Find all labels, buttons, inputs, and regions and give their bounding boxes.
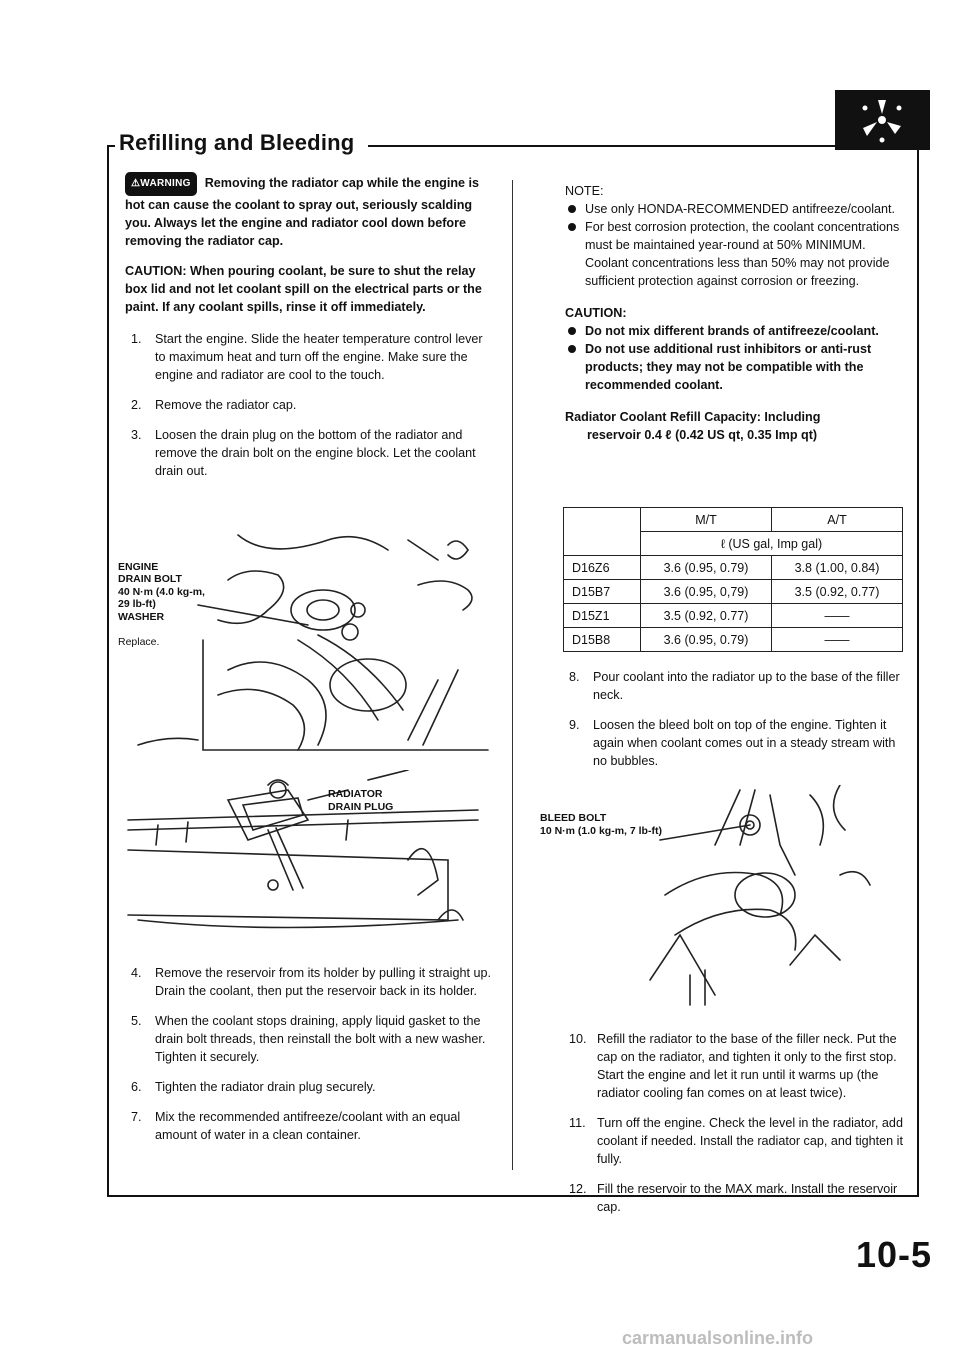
caution-item: Do not mix different brands of antifreeze/coolant. (565, 322, 905, 340)
table-corner (564, 508, 641, 556)
step-5 (125, 1012, 491, 1066)
at-cell: —— (772, 628, 903, 652)
step-number: 4. (131, 966, 142, 980)
callout-engine-drain-bolt (118, 548, 205, 648)
right-column-steps (563, 668, 905, 782)
step-10 (563, 1030, 905, 1102)
step-number: 12. (569, 1182, 587, 1196)
model-cell: D16Z6 (564, 556, 641, 580)
page-title: Refilling and Bleeding (119, 130, 355, 155)
table-row (564, 580, 903, 604)
step-9 (563, 716, 905, 770)
model-cell: D15Z1 (564, 604, 641, 628)
capacity-heading-reservoir: reservoir 0.4 ℓ (0.42 US qt, 0.35 Imp qt) (587, 428, 818, 442)
caution-paragraph: CAUTION: When pouring coolant, be sure to shut the relay box lid and not let coolant spill on the electrical parts or the paint. If any coolant spills, rinse it off immediately. (125, 264, 482, 314)
mt-cell: 3.6 (0.95, 0.79) (641, 556, 772, 580)
warning-badge: ⚠WARNING (125, 172, 197, 196)
note-item: For best corrosion protection, the coolant concentrations must be maintained year-round at 50% MINIMUM. Coolant concentrations less than 50% may not provide sufficient protection against corrosion or freezing. (565, 218, 905, 290)
callout-bleed-bolt: BLEED BOLT 10 N·m (1.0 kg-m, 7 lb-ft) (540, 812, 662, 837)
callout-note: Replace. (118, 635, 160, 648)
warning-text: Removing the radiator cap while the engine is hot can cause the coolant to spray out, seriously scalding you. Always let the engine and radiator cool down before removing the radiator cap. (125, 176, 480, 248)
step-text: Fill the reservoir to the MAX mark. Install the reservoir cap. (597, 1182, 898, 1214)
column-header-mt: M/T (641, 508, 772, 532)
step-text: Remove the radiator cap. (155, 398, 297, 412)
step-number: 1. (131, 332, 142, 346)
at-cell: 3.5 (0.92, 0.77) (772, 580, 903, 604)
step-number: 7. (131, 1110, 142, 1124)
mt-cell: 3.6 (0.95, 0,79) (641, 580, 772, 604)
right-column-bottom (563, 1030, 905, 1228)
caution-item: Do not use additional rust inhibitors or anti-rust products; they may not be compatible with the recommended coolant. (565, 340, 905, 394)
step-number: 10. (569, 1032, 587, 1046)
at-cell: —— (772, 604, 903, 628)
step-3 (125, 426, 491, 480)
figure-bleed-bolt (540, 785, 910, 1010)
step-number: 8. (569, 670, 580, 684)
step-8 (563, 668, 905, 704)
table-row (564, 556, 903, 580)
step-number: 5. (131, 1014, 142, 1028)
column-divider (512, 180, 513, 1170)
step-text: Pour coolant into the radiator up to the base of the filler neck. (593, 670, 900, 702)
step-6 (125, 1078, 491, 1096)
step-number: 11. (569, 1116, 586, 1130)
step-number: 3. (131, 428, 142, 442)
note-item: Use only HONDA-RECOMMENDED antifreeze/coolant. (565, 200, 905, 218)
step-7 (125, 1108, 491, 1144)
step-text: Start the engine. Slide the heater temperature control lever to maximum heat and turn off the engine. Make sure the engine and radiator are cool to the touch. (155, 332, 483, 382)
model-cell: D15B8 (564, 628, 641, 652)
callout-radiator-drain-plug: RADIATOR DRAIN PLUG (328, 788, 394, 813)
table-header-row (564, 508, 903, 532)
table-row (564, 604, 903, 628)
step-text: Loosen the drain plug on the bottom of the radiator and remove the drain bolt on the engine block. Let the coolant drain out. (155, 428, 476, 478)
note-heading: NOTE: (565, 184, 604, 198)
unit-label: ℓ (US gal, Imp gal) (641, 532, 903, 556)
figure-engine-drain-bolt (118, 520, 490, 760)
step-number: 9. (569, 718, 580, 732)
warning-paragraph (125, 172, 491, 250)
step-number: 2. (131, 398, 142, 412)
step-text: Mix the recommended antifreeze/coolant with an equal amount of water in a clean container. (155, 1110, 461, 1142)
capacity-heading: Radiator Coolant Refill Capacity: Including (565, 410, 821, 424)
step-1 (125, 330, 491, 384)
watermark: carmanualsonline.info (622, 1328, 814, 1348)
title-block (115, 128, 368, 158)
step-text: Refill the radiator to the base of the filler neck. Put the cap on the radiator, and tighten it only to the first stop. Start the engine and let it run until it warms up (the radiator cooling fan comes on at least twice). (597, 1032, 897, 1100)
step-4 (125, 964, 491, 1000)
step-12 (563, 1180, 905, 1216)
at-cell: 3.8 (1.00, 0.84) (772, 556, 903, 580)
step-text: Turn off the engine. Check the level in the radiator, add coolant if needed. Install the radiator cap, and tighten it fully. (597, 1116, 903, 1166)
left-column-bottom (125, 964, 491, 1156)
mt-cell: 3.5 (0.92, 0.77) (641, 604, 772, 628)
model-cell: D15B7 (564, 580, 641, 604)
step-11 (563, 1114, 905, 1168)
left-column (125, 172, 491, 492)
step-text: Tighten the radiator drain plug securely. (155, 1080, 376, 1094)
capacity-table (563, 507, 903, 652)
figure-radiator-drain-plug (118, 770, 490, 950)
step-2 (125, 396, 491, 414)
step-text: Loosen the bleed bolt on top of the engine. Tighten it again when coolant comes out in a steady stream with no bubbles. (593, 718, 896, 768)
column-header-at: A/T (772, 508, 903, 532)
caution-heading: CAUTION: (565, 306, 627, 320)
step-number: 6. (131, 1080, 142, 1094)
right-column (565, 182, 905, 444)
step-text: Remove the reservoir from its holder by pulling it straight up. Drain the coolant, then put the reservoir back in its holder. (155, 966, 491, 998)
callout-bold: ENGINE DRAIN BOLT 40 N·m (4.0 kg-m, 29 lb-ft) WASHER (118, 560, 205, 623)
step-text: When the coolant stops draining, apply liquid gasket to the drain bolt threads, then reinstall the bolt with a new washer. Tighten it securely. (155, 1014, 486, 1064)
page-number: 10-5 (856, 1234, 933, 1275)
table-row (564, 628, 903, 652)
mt-cell: 3.6 (0.95, 0.79) (641, 628, 772, 652)
section-cooling-icon (835, 90, 930, 150)
